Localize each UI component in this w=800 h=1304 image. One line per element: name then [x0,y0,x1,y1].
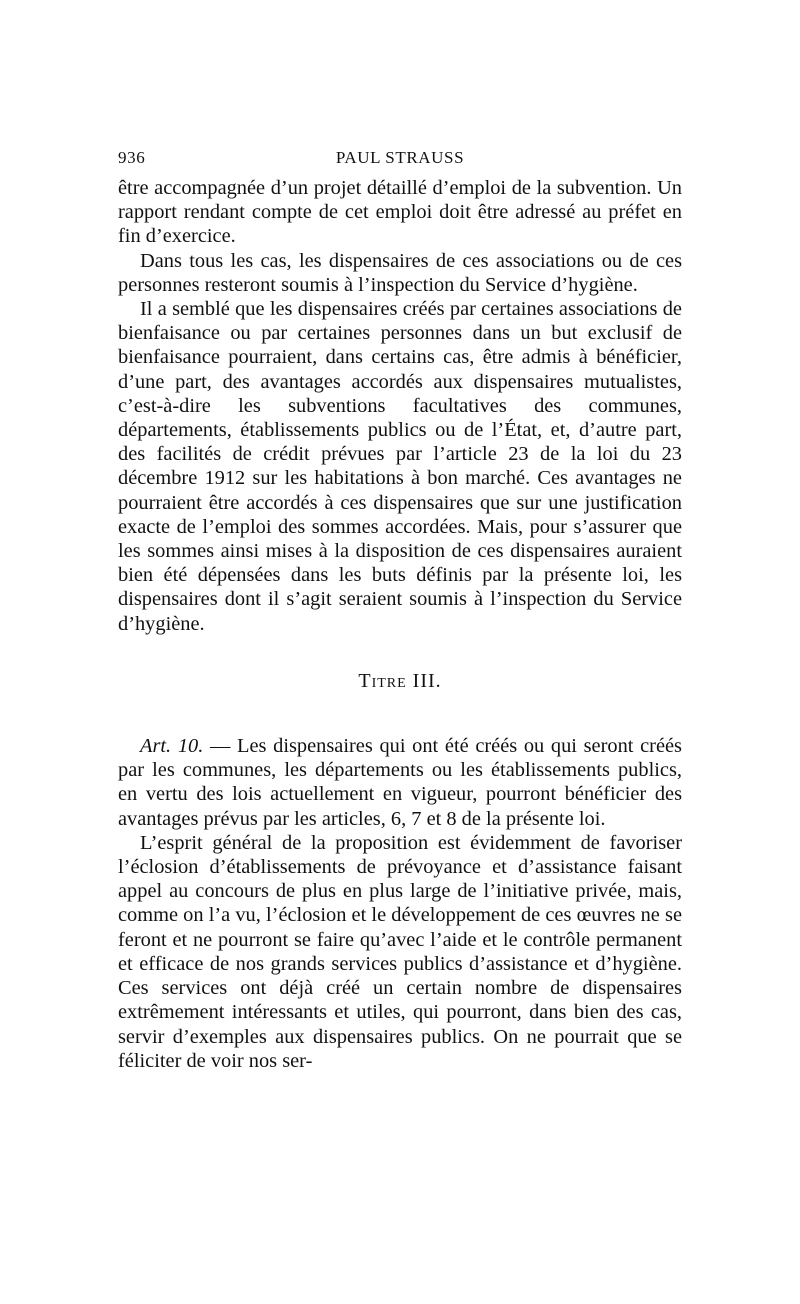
paragraph-inspection: Dans tous les cas, les dispensaires de ces associations ou de ces personnes resteront soumis à l’inspection du Service d’hygiène. [118,249,682,296]
article-paragraph [118,734,682,831]
section-title [118,669,682,696]
page-number: 936 [118,148,146,167]
running-title: PAUL STRAUSS [335,148,465,167]
running-header [118,148,682,172]
article-label: Art. 10. [140,735,204,758]
paragraph-esprit-general: L’esprit général de la proposition est évidemment de favoriser l’éclosion d’établissements de prévoyance et d’assistance faisant appel au concours de plus en plus large de l’initiative privée, mais, comme on l’a vu, l’éclosion et le développement de ces œuvres ne se feront et ne pourront se faire qu’avec l’aide et le contrôle permanent et efficace de nos grands services publics d’assistance et d’hygiène. Ces services ont déjà créé un certain nombre de dispensaires extrêmement intéressants et utiles, qui pourront, dans bien des cas, servir d’exemples aux dispensaires publics. On ne pourrait que se féliciter de voir nos ser- [118,831,682,1072]
paragraph-continuation: être accompagnée d’un projet détaillé d’emploi de la subvention. Un rapport rendant compte de cet emploi doit être adressé au préfet en fin d’exercice. [118,177,682,248]
article-text: — Les dispensaires qui ont été créés ou qui seront créés par les communes, les départements ou les établissements publics, en vertu des lois actuellement en vigueur, pourront bénéficier des avantages prévus par les articles, 6, 7 et 8 de la présente loi. [118,735,682,830]
title-word: ITRE [371,675,407,691]
body-text [118,176,682,1073]
paragraph-bienfaisance: Il a semblé que les dispensaires créés par certaines associations de bienfaisance ou par certaines personnes dans un but exclusif de bienfaisance pourraient, dans certains cas, être admis à bénéficier, d’une part, des avantages accordés aux dispensaires mutualistes, c’est-à-dire les subventions facultatives des communes, départements, établissements publics ou de l’État, et, d’autre part, des facilités de crédit prévues par l’article 23 de la loi du 23 décembre 1912 sur les habitations à bon marché. Ces avantages ne pourraient être accordés à ces dispensaires que sur une justification exacte de l’emploi des sommes accordées. Mais, pour s’assurer que les sommes ainsi mises à la disposition de ces dispensaires auraient bien été dépensées dans les buts définis par la présente loi, les dispensaires dont il s’agit seraient soumis à l’inspection du Service d’hygiène. [118,298,682,635]
title-number: III. [412,669,442,692]
title-initial: T [358,669,372,692]
